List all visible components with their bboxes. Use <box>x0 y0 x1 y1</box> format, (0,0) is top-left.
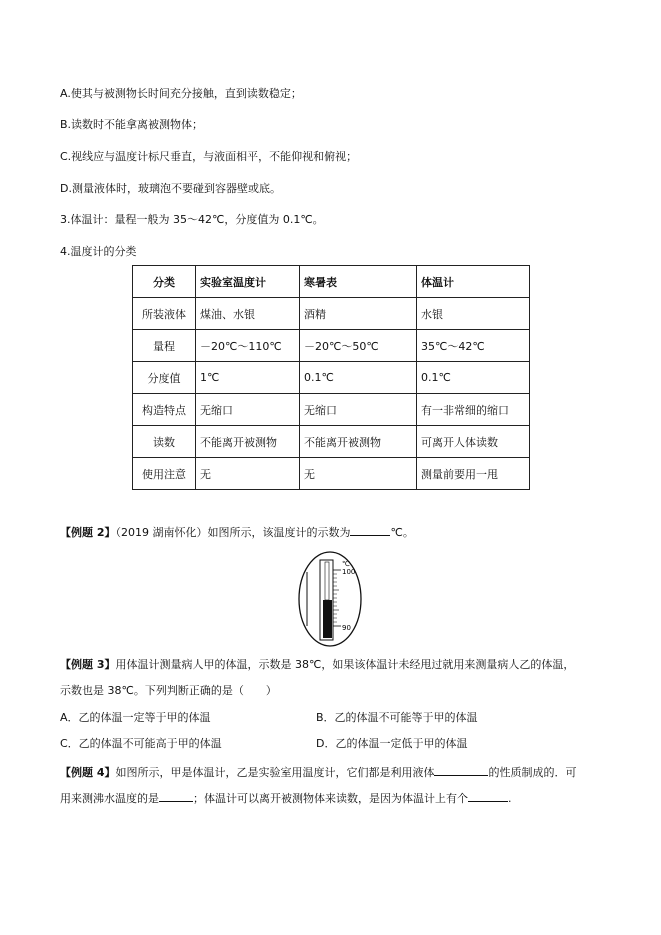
table-cell: 构造特点 <box>133 394 196 426</box>
table-cell: 不能离开被测物 <box>300 426 417 458</box>
example-4-line-1 <box>60 764 576 780</box>
table-cell: 不能离开被测物 <box>196 426 300 458</box>
table-row <box>133 298 530 330</box>
example-3-text: 用体温计测量病人甲的体温，示数是 38℃，如果该体温计未经甩过就用来测量病人乙的体温， <box>115 658 575 671</box>
example-4-text-5: . <box>508 792 512 805</box>
example-4-text-2: 的性质制成的．可 <box>488 766 577 779</box>
tick-label-upper: 100 <box>342 568 356 576</box>
table-cell: －20℃～50℃ <box>300 330 417 362</box>
example-4-text-4: ；体温计可以离开被测物体来读数，是因为体温计上有个 <box>193 792 468 805</box>
table-row <box>133 362 530 394</box>
table-cell: 分度值 <box>133 362 196 394</box>
example-4-text-3: 用来测沸水温度的是 <box>60 792 159 805</box>
option-d: D．乙的体温一定低于甲的体温 <box>316 737 468 750</box>
thermometer-classification-table <box>132 265 530 490</box>
table-cell: 有一非常细的缩口 <box>417 394 530 426</box>
table-cell: 无缩口 <box>300 394 417 426</box>
table-cell: 35℃～42℃ <box>417 330 530 362</box>
point-4: 4.温度计的分类 <box>60 245 137 258</box>
rule-a: A.使其与被测物长时间充分接触，直到读数稳定； <box>60 87 302 100</box>
table-row <box>133 458 530 490</box>
table-cell: 0.1℃ <box>417 362 530 394</box>
thermometer-figure <box>297 550 363 648</box>
tick-label-lower: 90 <box>342 624 351 632</box>
table-row <box>133 394 530 426</box>
table-cell: 0.1℃ <box>300 362 417 394</box>
table-cell: 无缩口 <box>196 394 300 426</box>
table-row <box>133 426 530 458</box>
unit-label: ℃ <box>342 560 350 568</box>
table-header: 分类 <box>133 266 196 298</box>
example-2-tag: 【例题 2】 <box>60 526 116 539</box>
answer-blank <box>468 790 508 802</box>
table-cell: 无 <box>196 458 300 490</box>
option-b: B．乙的体温不可能等于甲的体温 <box>316 711 478 724</box>
example-2-text: （2019 湖南怀化）如图所示，该温度计的示数为 <box>115 526 351 539</box>
answer-blank <box>159 790 193 802</box>
table-header: 体温计 <box>417 266 530 298</box>
rule-c: C.视线应与温度计标尺垂直，与液面相平，不能仰视和俯视； <box>60 150 358 163</box>
table-cell: 1℃ <box>196 362 300 394</box>
table-cell: 读数 <box>133 426 196 458</box>
table-cell: 可离开人体读数 <box>417 426 530 458</box>
table-cell: 所装液体 <box>133 298 196 330</box>
answer-blank <box>350 524 390 536</box>
example-3-line-1 <box>60 658 574 672</box>
table-header-row <box>133 266 530 298</box>
table-cell: 水银 <box>417 298 530 330</box>
table-cell: 测量前要用一甩 <box>417 458 530 490</box>
example-3-tag: 【例题 3】 <box>60 658 116 671</box>
thermometer-icon <box>297 550 363 648</box>
table-header: 实验室温度计 <box>196 266 300 298</box>
table-row <box>133 330 530 362</box>
table-cell: 煤油、水银 <box>196 298 300 330</box>
example-4-tag: 【例题 4】 <box>60 766 116 779</box>
example-4-text-1: 如图所示，甲是体温计，乙是实验室用温度计，它们都是利用液体 <box>115 766 435 779</box>
example-3-line-2: 示数也是 38℃。下列判断正确的是（ ） <box>60 684 277 697</box>
option-c: C．乙的体温不可能高于甲的体温 <box>60 737 222 750</box>
table-header: 寒暑表 <box>300 266 417 298</box>
table-cell: 无 <box>300 458 417 490</box>
point-3: 3.体温计：量程一般为 35～42℃，分度值为 0.1℃。 <box>60 213 324 226</box>
table-cell: 酒精 <box>300 298 417 330</box>
answer-blank <box>434 764 488 776</box>
example-4-line-2 <box>60 790 512 806</box>
option-a: A．乙的体温一定等于甲的体温 <box>60 711 211 724</box>
rule-d: D.测量液体时，玻璃泡不要碰到容器壁或底。 <box>60 182 281 195</box>
table-cell: －20℃～110℃ <box>196 330 300 362</box>
rule-b: B.读数时不能拿离被测物体； <box>60 118 204 131</box>
example-2-unit: ℃。 <box>390 526 414 539</box>
table-cell: 使用注意 <box>133 458 196 490</box>
table-cell: 量程 <box>133 330 196 362</box>
example-2 <box>60 524 414 540</box>
